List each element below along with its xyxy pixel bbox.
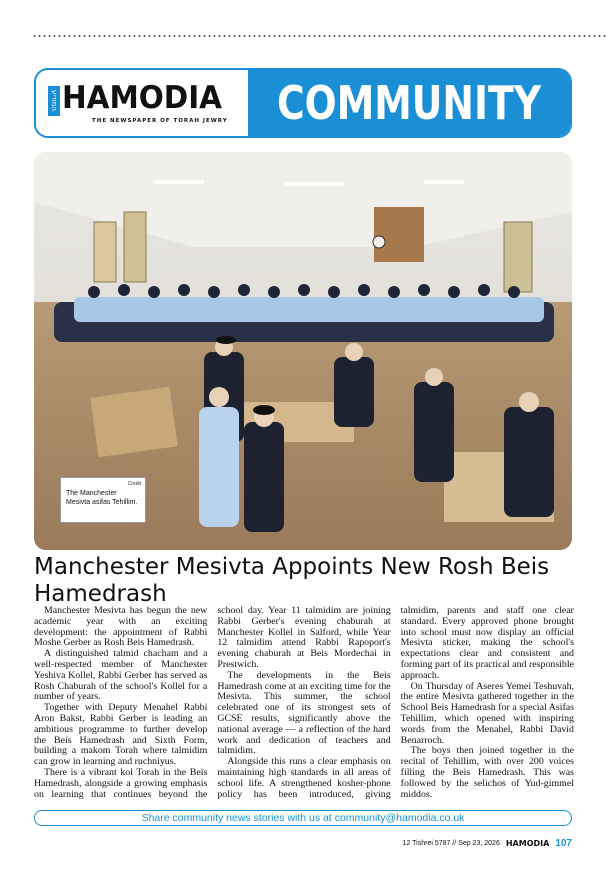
article-paragraph: The boys then joined together in the recital of Tehillim, with over 200 voices filling the Beis Hamedrash. This was followed by the selichos of Yud-gimmel middos. bbox=[400, 745, 574, 800]
footer-logo: HAMODIA bbox=[505, 839, 550, 848]
photo-caption: The Manchester Mesivta asifas Tehillim. bbox=[66, 490, 138, 506]
section-banner bbox=[248, 70, 570, 136]
page-footer bbox=[403, 838, 572, 849]
masthead-logo-area bbox=[36, 70, 248, 136]
photo-credit: Credit bbox=[127, 481, 141, 487]
article-paragraph: There is a vibrant kol Torah in the Beis Hamedrash, alongside a growing emphasis on learning that continues beyond the school day. Year 11 talmidim are joining Rabbi Gerber's evening chaburah at Manchester Kollel in Salford, while Year 12 talmidim attend Rabbi Rapoport's evening chaburah at Beis Mordechai in Prestwich. bbox=[34, 605, 391, 800]
section-title: COMMUNITY bbox=[276, 76, 542, 130]
page-number: 107 bbox=[555, 838, 572, 849]
hebrew-tag: המודיע bbox=[48, 86, 60, 116]
article-paragraph: On Thursday of Aseres Yemei Teshuvah, the entire Mesivta gathered together in the School Beis Hamedrash for a special Asifas Tehillim, which opened with inspiring words from the Menahel, Rabbi David Benarroch. bbox=[400, 680, 574, 746]
share-news-banner[interactable] bbox=[34, 810, 572, 826]
masthead bbox=[34, 68, 572, 138]
article-body bbox=[34, 606, 574, 806]
share-news-text: Share community news stories with us at community@hamodia.co.uk bbox=[141, 812, 465, 824]
top-dotted-rule bbox=[32, 35, 606, 37]
article-paragraph: A distinguished talmid chacham and a well-respected member of Manchester Yeshiva Kollel, Rabbi Gerber has served as Rosh Chaburah of the school's Kollel for a number of years. bbox=[34, 648, 208, 703]
article-paragraph: Alongside this runs a clear emphasis on maintaining high standards in all areas of school life. A strengthened kosher-phone policy has been introduced, giving talmidim, parents and staff one clear standard. Every approved phone brought into school must now display an official Mesivta sticker, making the school's expectations clear and consistent and forming part of its practical and responsible approach. bbox=[217, 605, 574, 800]
logo-tagline: THE NEWSPAPER OF TORAH JEWRY bbox=[92, 118, 228, 124]
hamodia-logo: HAMODIA bbox=[62, 80, 222, 116]
article-paragraph: Together with Deputy Menahel Rabbi Aron Bakst, Rabbi Gerber is leading an ambitious programme to further develop the Beis Hamedrash and Sixth Form, building a makom Torah where talmidim can grow in learning and ruchniyus. bbox=[34, 702, 208, 768]
footer-date: 12 Tishrei 5787 // Sep 23, 2026 bbox=[402, 840, 500, 847]
article-photo bbox=[34, 152, 572, 550]
photo-caption-box bbox=[60, 477, 146, 523]
article-paragraph: Manchester Mesivta has begun the new academic year with an exciting development: the appointment of Rabbi Moshe Gerber as Rosh Beis Hamedrash. bbox=[34, 605, 208, 649]
article-paragraph: The developments in the Beis Hamedrash come at an exciting time for the Mesivta. This summer, the school celebrated one of its strongest sets of GCSE results, significantly above the national average — a reflection of the hard work and dedication of teachers and talmidim. bbox=[217, 669, 391, 757]
article-headline: Manchester Mesivta Appoints New Rosh Beis Hamedrash bbox=[34, 554, 550, 607]
